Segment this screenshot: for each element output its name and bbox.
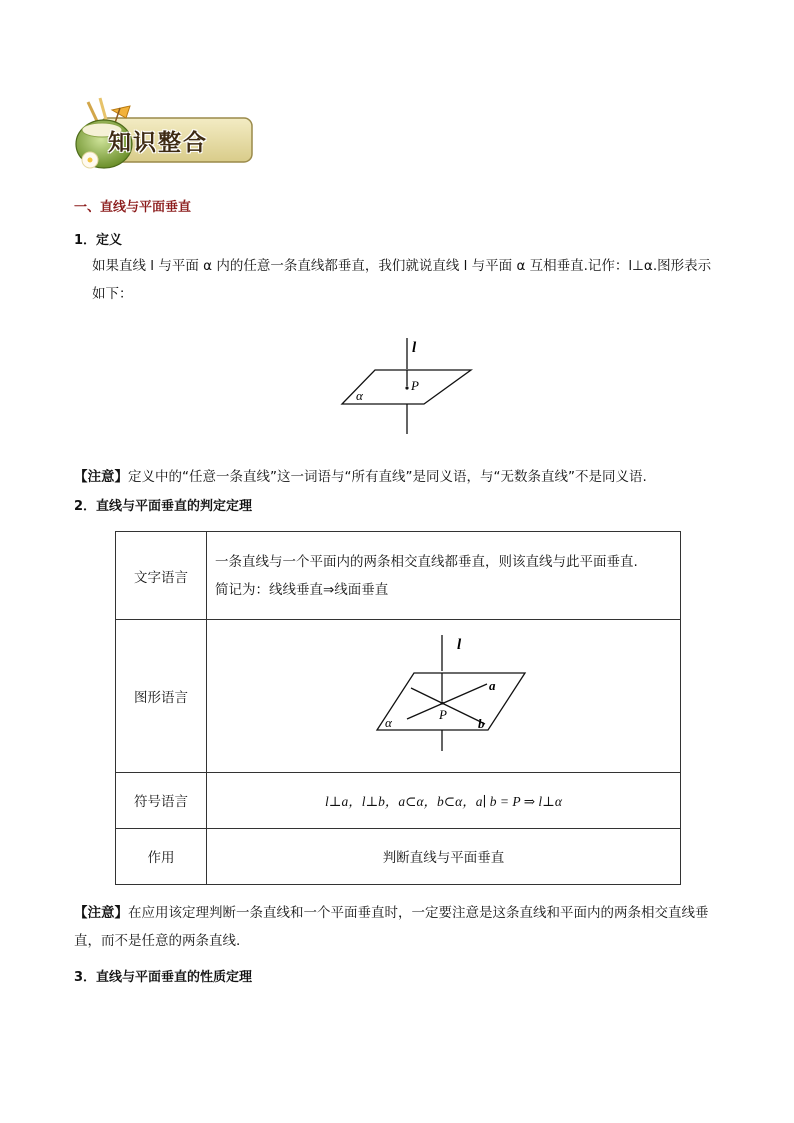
theorem-shorthand: 简记为：线线垂直⇒线面垂直 xyxy=(215,581,389,598)
criterion-heading-text: 直线与平面垂直的判定定理 xyxy=(96,499,253,514)
note-label: 【注意】 xyxy=(74,905,128,921)
criterion-number: 2． xyxy=(74,499,97,514)
property-heading xyxy=(74,966,252,985)
row-label-purpose: 作用 xyxy=(116,828,207,884)
line-b-label: b xyxy=(477,715,484,731)
note-criterion xyxy=(74,899,734,955)
row-label-text-language: 文字语言 xyxy=(116,532,207,620)
definition-heading-text: 定义 xyxy=(96,233,123,248)
symbol-language-cell: l⊥a，l⊥b，a⊂α，b⊂α，a∣ b = P ⇒ l⊥α xyxy=(207,772,681,828)
point-p-label: P xyxy=(411,378,419,393)
table-row xyxy=(116,772,681,828)
text-language-cell xyxy=(207,532,681,620)
row-label-symbol-language: 符号语言 xyxy=(116,772,207,828)
note-label: 【注意】 xyxy=(74,469,128,485)
section-title: 一、直线与平面垂直 xyxy=(74,200,192,215)
property-number: 3． xyxy=(74,970,97,985)
table-row xyxy=(116,828,681,884)
line-l-label: l xyxy=(456,636,461,653)
definition-paragraph xyxy=(92,252,732,308)
plane-alpha-label: α xyxy=(384,714,392,730)
criterion-heading xyxy=(74,495,252,514)
definition-heading xyxy=(74,229,122,248)
table-row xyxy=(116,620,681,772)
banner-title: 知识整合 xyxy=(108,130,208,156)
property-heading-text: 直线与平面垂直的性质定理 xyxy=(96,970,253,985)
theorem-statement: 一条直线与一个平面内的两条相交直线都垂直，则该直线与此平面垂直. xyxy=(215,553,638,570)
criterion-table xyxy=(115,531,681,885)
definition-line-1: 如果直线 l 与平面 α 内的任意一条直线都垂直，我们就说直线 l 与平面 α 互相垂直.记作：l⊥α.图形表示 xyxy=(92,258,712,274)
purpose-cell: 判断直线与平面垂直 xyxy=(207,828,681,884)
note-definition xyxy=(74,463,647,491)
criterion-figure xyxy=(359,633,529,755)
point-p-label: P xyxy=(438,706,447,722)
definition-number: 1． xyxy=(74,233,97,248)
definition-figure xyxy=(330,334,480,438)
plane-alpha-label: α xyxy=(356,388,363,403)
note-text: 定义中的“任意一条直线”这一词语与“所有直线”是同义语，与“无数条直线”不是同义语. xyxy=(128,469,647,485)
row-label-figure-language: 图形语言 xyxy=(116,620,207,772)
section-banner xyxy=(74,96,256,172)
definition-line-2: 如下： xyxy=(92,286,133,302)
figure-language-cell xyxy=(207,620,681,772)
table-row xyxy=(116,532,681,620)
line-a-label: a xyxy=(488,677,495,693)
note-text: 在应用该定理判断一条直线和一个平面垂直时，一定要注意是这条直线和平面内的两条相交直线垂直，而不是任意的两条直线. xyxy=(74,905,709,949)
line-l-label: l xyxy=(412,340,417,356)
